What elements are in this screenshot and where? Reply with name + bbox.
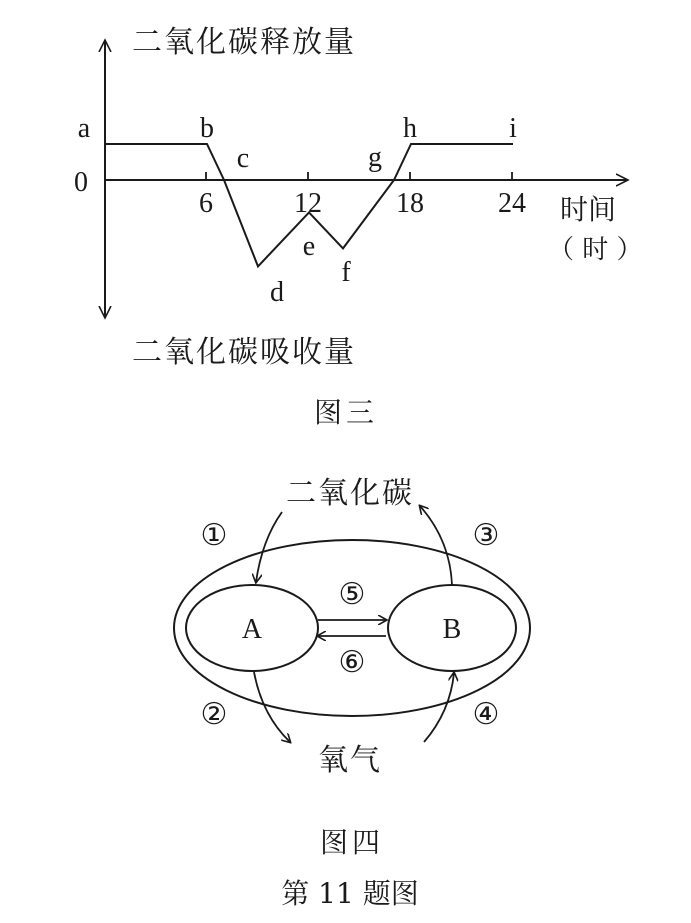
point-label-e: e (302, 231, 316, 262)
figure3-caption: 图三 (313, 396, 379, 429)
point-label-h: h (403, 113, 417, 144)
tick-label-18: 18 (396, 188, 424, 219)
point-label-f: f (341, 257, 351, 288)
label-2: ② (200, 698, 228, 731)
x-tick-marks (206, 172, 512, 180)
point-label-c: c (236, 143, 250, 174)
figure-4 (174, 476, 530, 859)
point-label-i: i (509, 113, 517, 144)
tick-label-6: 6 (199, 188, 213, 219)
x-label-line2: （ 时 ） (548, 235, 643, 265)
tick-label-12: 12 (294, 188, 322, 219)
node-b-label: B (442, 614, 462, 645)
arrow-3 (420, 506, 452, 585)
label-5: ⑤ (338, 578, 366, 611)
label-4: ④ (472, 698, 500, 731)
point-label-d: d (270, 277, 284, 308)
x-label-line1: 时间 (560, 193, 617, 226)
y-label-bottom: 二氧化碳吸收量 (132, 335, 356, 370)
label-3: ③ (472, 519, 500, 552)
figure-3 (74, 25, 643, 429)
label-6: ⑥ (338, 646, 366, 679)
oxygen-bottom-label: 氧气 (318, 743, 382, 778)
figure4-caption: 图四 (319, 826, 385, 859)
question-figure-title: 第 11 题图 (281, 877, 419, 910)
point-label-g: g (368, 142, 382, 173)
point-label-b: b (200, 113, 214, 144)
origin-label: 0 (74, 167, 88, 198)
y-label-top: 二氧化碳释放量 (132, 25, 356, 60)
point-label-a: a (77, 113, 91, 144)
outer-organism-ellipse (174, 540, 530, 716)
label-1: ① (200, 519, 228, 552)
tick-label-24: 24 (498, 188, 526, 219)
node-a-label: A (241, 614, 263, 645)
co2-top-label: 二氧化碳 (286, 476, 414, 511)
